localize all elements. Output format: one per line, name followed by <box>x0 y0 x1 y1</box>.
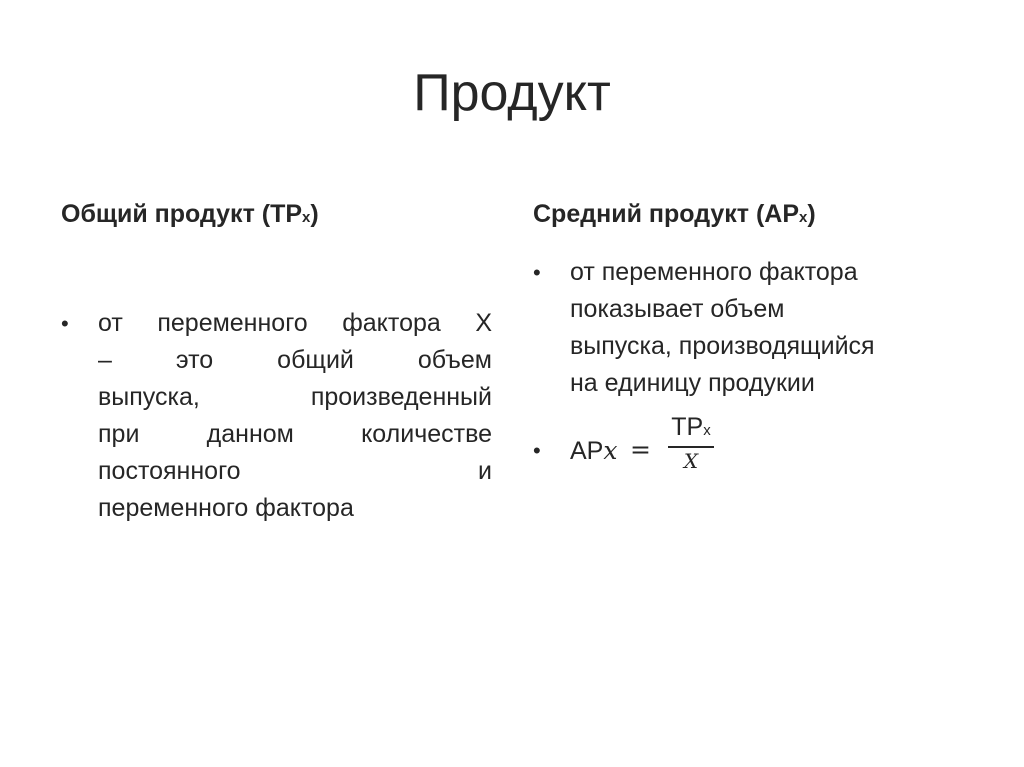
left-heading-subscript: x <box>302 209 311 226</box>
left-bullet-line-2: – это общий объем <box>98 346 492 374</box>
formula-numerator-subscript: x <box>703 422 711 439</box>
right-heading-subscript: x <box>799 209 808 226</box>
right-heading-text: Средний продукт (АР <box>533 200 800 228</box>
right-bullet-line-1: от переменного фактора <box>570 258 858 286</box>
slide-title: Продукт <box>413 64 611 122</box>
left-bullet <box>61 305 492 527</box>
right-bullet-1 <box>533 254 973 402</box>
left-bullet-line-5: постоянного и <box>98 457 492 485</box>
right-bullet-line-4: на единицу продукии <box>570 369 815 397</box>
left-bullet-line-1: от переменного фактора Х <box>98 309 492 337</box>
left-bullet-line-3: выпуска, произведенный <box>98 383 492 411</box>
right-bullet-line-3: выпуска, производящийся <box>570 332 875 360</box>
left-bullet-line-4: при данном количестве <box>98 420 492 448</box>
formula-fraction <box>666 412 716 474</box>
right-heading <box>533 196 973 236</box>
right-bullet-2 <box>533 413 973 480</box>
formula-equals: = <box>630 435 651 464</box>
formula-lhs-text: АР <box>570 437 604 465</box>
left-heading-text: Общий продукт (TP <box>61 200 303 228</box>
bullet-dot: • <box>61 311 69 336</box>
formula-numerator-text: TP <box>671 413 704 441</box>
formula-numerator <box>666 412 716 446</box>
bullet-dot: • <box>533 260 541 285</box>
right-bullet-line-2: показывает объем <box>570 295 785 323</box>
right-column <box>533 196 973 480</box>
left-heading-end: ) <box>310 200 319 228</box>
formula-lhs-variable: x <box>603 436 618 465</box>
formula-denominator: X <box>683 449 699 473</box>
left-heading <box>61 196 501 236</box>
bullet-dot: • <box>533 438 541 463</box>
right-heading-end: ) <box>807 200 816 228</box>
left-column <box>61 196 501 527</box>
formula-lhs <box>570 432 617 470</box>
left-bullet-line-6: переменного фактора <box>98 494 354 522</box>
